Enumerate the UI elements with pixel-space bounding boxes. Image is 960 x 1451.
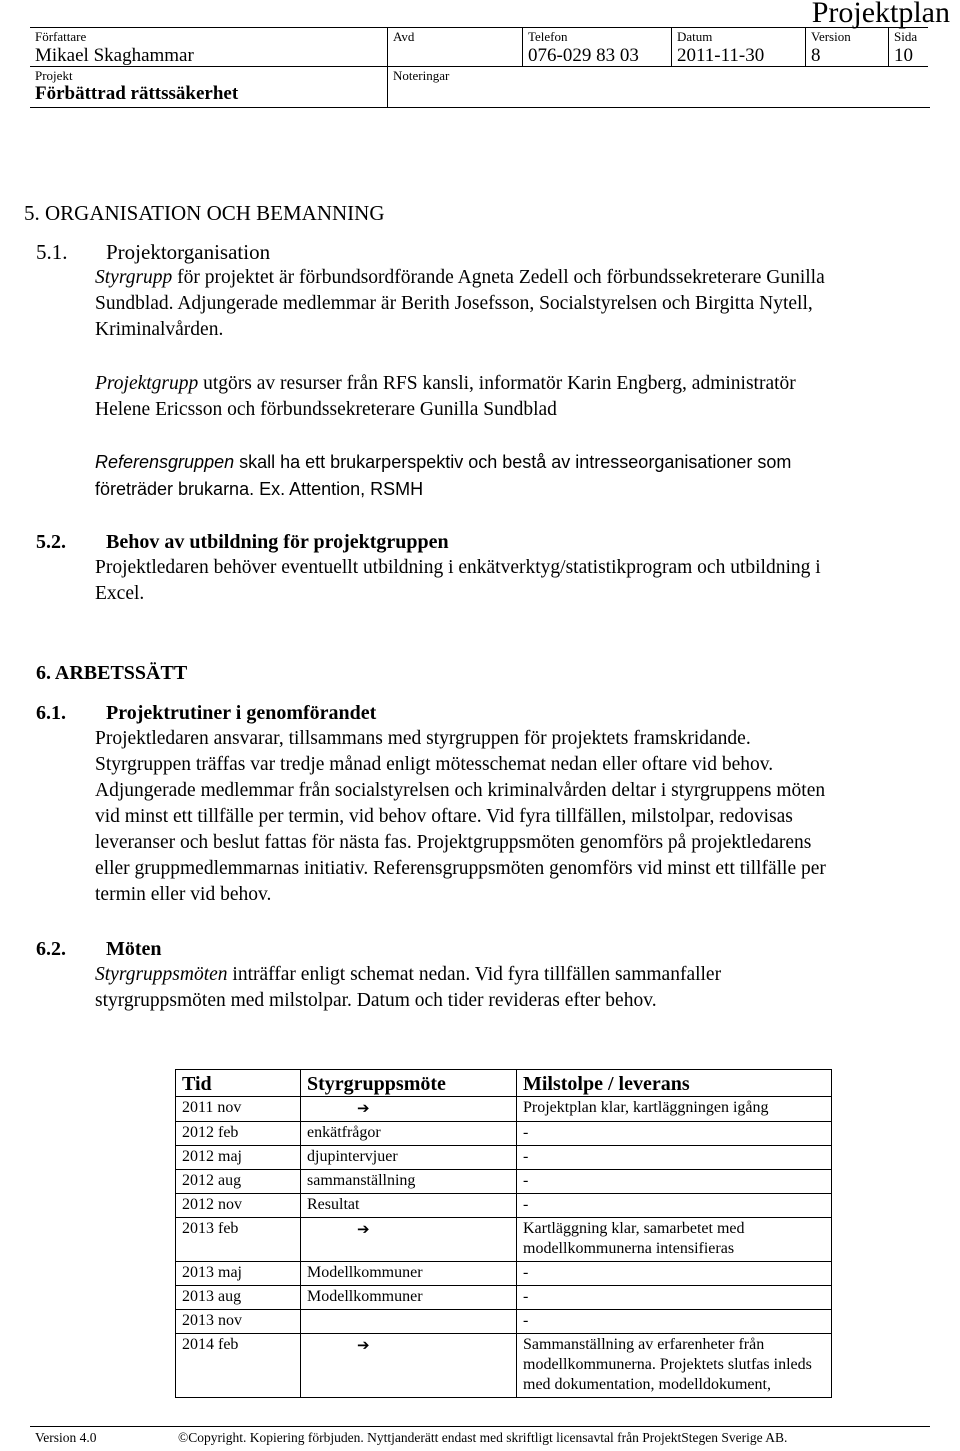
section-6-2-title: Möten: [106, 938, 162, 960]
milstolpe-line: -: [523, 1288, 529, 1305]
milstolpe-line: -: [523, 1196, 529, 1213]
milstolpe-line: modellkommunerna. Projektets slutfas inleds: [523, 1356, 812, 1373]
paragraph-referensgruppen: Referensgruppen skall ha ett brukarperspektiv och bestå av intresseorganisationer som företräder brukarna. Ex. Attention, RSMH: [95, 452, 792, 499]
milstolpe-line: med dokumentation, modelldokument,: [523, 1376, 771, 1393]
milstolpe-line: -: [523, 1312, 529, 1329]
cell-tid: 2013 aug: [176, 1286, 301, 1310]
project-label: Projekt: [35, 68, 73, 83]
cell-styrgruppsmote: [301, 1218, 517, 1262]
section-6-heading: 6. ARBETSSÄTT: [36, 662, 188, 684]
cell-milstolpe: [517, 1310, 832, 1334]
cell-tid: 2013 nov: [176, 1310, 301, 1334]
section-5-heading: 5. ORGANISATION OCH BEMANNING: [24, 201, 385, 225]
cell-milstolpe: [517, 1122, 832, 1146]
milstolpe-line: Projektplan klar, kartläggningen igång: [523, 1099, 769, 1116]
cell-milstolpe: [517, 1146, 832, 1170]
cell-tid: 2012 nov: [176, 1194, 301, 1218]
column-header-styrgruppsmote: Styrgruppsmöte: [301, 1070, 517, 1097]
arrow-right-icon: ➔: [357, 1099, 370, 1117]
dept-label: Avd: [393, 29, 415, 44]
document-header: [0, 0, 960, 110]
table-row: [176, 1218, 832, 1262]
author-value: Mikael Skaghammar: [35, 45, 194, 66]
paragraph-projektgrupp: Projektgrupp utgörs av resurser från RFS kansli, informatör Karin Engberg, administratör Helene Ericsson och förbundssekreterare Gunilla Sundblad: [95, 373, 796, 420]
version-label: Version: [811, 29, 851, 44]
cell-tid: 2012 maj: [176, 1146, 301, 1170]
cell-styrgruppsmote: [301, 1097, 517, 1122]
cell-tid: 2013 feb: [176, 1218, 301, 1262]
term-styrgruppsmoten: Styrgruppsmöten: [95, 964, 228, 985]
column-header-milstolpe: Milstolpe / leverans: [517, 1070, 832, 1097]
page-label: Sida: [894, 29, 918, 44]
table-row: [176, 1097, 832, 1122]
cell-milstolpe: [517, 1218, 832, 1262]
cell-styrgruppsmote: [301, 1310, 517, 1334]
phone-value: 076-029 83 03: [528, 45, 639, 66]
page-value: 10: [894, 45, 913, 66]
cell-tid: 2011 nov: [176, 1097, 301, 1122]
table-row: [176, 1122, 832, 1146]
section-6-1-number: 6.1.: [36, 702, 66, 724]
arrow-right-icon: ➔: [357, 1336, 370, 1354]
cell-tid: 2013 maj: [176, 1262, 301, 1286]
date-label: Datum: [677, 29, 713, 44]
cell-milstolpe: [517, 1097, 832, 1122]
phone-label: Telefon: [528, 29, 568, 44]
author-label: Författare: [35, 29, 87, 44]
cell-milstolpe: [517, 1194, 832, 1218]
cell-styrgruppsmote: djupintervjuer: [301, 1146, 517, 1170]
cell-tid: 2012 aug: [176, 1170, 301, 1194]
milstolpe-line: -: [523, 1264, 529, 1281]
document-title: Projektplan: [811, 0, 950, 29]
arrow-right-icon: ➔: [357, 1220, 370, 1238]
table-row: [176, 1194, 832, 1218]
cell-styrgruppsmote: sammanställning: [301, 1170, 517, 1194]
paragraph-projektrutiner: Projektledaren ansvarar, tillsammans med styrgruppen för projektets framskridande. Styrgruppen träffas var tredje månad enligt mötesschemat nedan eller oftare vid behov. Adjungerade medlemmar från socialstyrelsen och kriminalvården deltar i styrgruppens möten vid minst ett tillfälle per termin, vid behov oftare. Vid fyra tillfällen, milstolpar, redovisas leveranser och beslut fattas för nästa fas. Projektgruppsmöten genomförs på projektledarens eller gruppmedlemmarnas initiativ. Referensgruppsmöten genomförs vid minst ett tillfälle per termin eller vid behov.: [95, 728, 826, 905]
header-divider: [30, 107, 930, 108]
term-styrgrupp: Styrgrupp: [95, 267, 173, 288]
meeting-schedule-table: [175, 1069, 832, 1398]
footer-copyright: ©Copyright. Kopiering förbjuden. Nyttjanderätt endast med skriftligt licensavtal från ProjektStegen Sverige AB.: [178, 1430, 788, 1445]
section-6-1-title: Projektrutiner i genomförandet: [106, 702, 377, 724]
table-body: [176, 1097, 832, 1398]
copyright-icon: ©: [178, 1430, 189, 1445]
cell-styrgruppsmote: [301, 1334, 517, 1398]
milstolpe-line: -: [523, 1172, 529, 1189]
cell-tid: 2014 feb: [176, 1334, 301, 1398]
section-6-2-number: 6.2.: [36, 938, 66, 960]
project-value: Förbättrad rättssäkerhet: [35, 83, 239, 104]
paragraph-utbildning: Projektledaren behöver eventuellt utbildning i enkätverktyg/statistikprogram och utbildning i Excel.: [95, 557, 821, 604]
term-referensgruppen: Referensgruppen: [95, 452, 235, 472]
cell-styrgruppsmote: enkätfrågor: [301, 1122, 517, 1146]
cell-milstolpe: [517, 1262, 832, 1286]
table-row: [176, 1170, 832, 1194]
section-5-1-number: 5.1.: [36, 240, 68, 264]
table-row: [176, 1146, 832, 1170]
table-row: [176, 1262, 832, 1286]
table-row: [176, 1334, 832, 1398]
milstolpe-line: -: [523, 1148, 529, 1165]
section-5-2-title: Behov av utbildning för projektgruppen: [106, 531, 449, 553]
cell-styrgruppsmote: Modellkommuner: [301, 1286, 517, 1310]
cell-milstolpe: [517, 1170, 832, 1194]
paragraph-styrgrupp: Styrgrupp för projektet är förbundsordförande Agneta Zedell och förbundssekreterare Gunilla Sundblad. Adjungerade medlemmar är Berith Josefsson, Socialstyrelsen och Birgitta Nytell, Kriminalvården.: [95, 267, 825, 340]
cell-milstolpe: [517, 1286, 832, 1310]
section-5-1-title: Projektorganisation: [106, 240, 271, 264]
table-header-row: [176, 1070, 832, 1097]
cell-styrgruppsmote: Resultat: [301, 1194, 517, 1218]
table-row: [176, 1310, 832, 1334]
table-row: [176, 1286, 832, 1310]
notes-label: Noteringar: [393, 68, 450, 83]
milstolpe-line: -: [523, 1124, 529, 1141]
milstolpe-line: modellkommunerna intensifieras: [523, 1240, 735, 1257]
cell-styrgruppsmote: Modellkommuner: [301, 1262, 517, 1286]
footer-version: Version 4.0: [35, 1430, 97, 1445]
milstolpe-line: Sammanställning av erfarenheter från: [523, 1336, 765, 1353]
section-5-2-number: 5.2.: [36, 531, 66, 553]
column-header-tid: Tid: [176, 1070, 301, 1097]
footer-divider: [30, 1426, 930, 1427]
cell-tid: 2012 feb: [176, 1122, 301, 1146]
milstolpe-line: Kartläggning klar, samarbetet med: [523, 1220, 745, 1237]
date-value: 2011-11-30: [677, 45, 765, 66]
term-projektgrupp: Projektgrupp: [95, 373, 199, 394]
paragraph-moten: Styrgruppsmöten inträffar enligt schemat nedan. Vid fyra tillfällen sammanfaller styrgruppsmöten med milstolpar. Datum och tider revideras efter behov.: [95, 964, 722, 1011]
cell-milstolpe: [517, 1334, 832, 1398]
version-value: 8: [811, 45, 821, 66]
